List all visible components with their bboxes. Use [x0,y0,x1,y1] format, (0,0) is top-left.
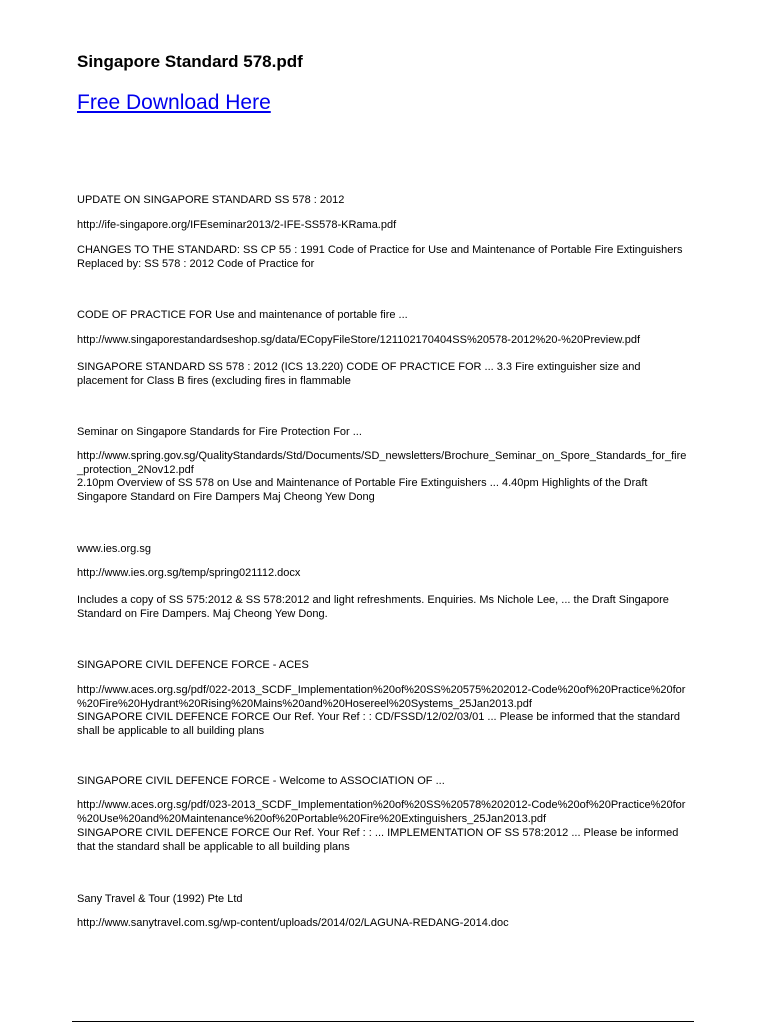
url-line[interactable]: %20Use%20and%20Maintenance%20of%20Portable%20Fire%20Extinguishers_25Jan2013.pdf [77,812,547,825]
url-line[interactable]: http://www.aces.org.sg/pdf/023-2013_SCDF_Implementation%20of%20SS%20578%202012-Code%20of%20Practice%20for [77,799,686,811]
snippet-line: shall be applicable to all building plans [77,724,265,737]
entry-snippet [77,827,725,854]
url-line[interactable]: http://www.aces.org.sg/pdf/022-2013_SCDF_Implementation%20of%20SS%20575%202012-Code%20of%20Practice%20for [77,684,686,696]
url-line[interactable]: _protection_2Nov12.pdf [77,463,194,476]
snippet-line: Replaced by: SS 578 : 2012 Code of Practice for [77,257,315,270]
snippet-line: Singapore Standard on Fire Dampers Maj Cheong Yew Dong [77,490,375,503]
free-download-link[interactable]: Free Download Here [77,91,271,114]
entry-url[interactable] [77,799,725,826]
entry-heading: UPDATE ON SINGAPORE STANDARD SS 578 : 2012 [77,194,345,206]
snippet-line: SINGAPORE STANDARD SS 578 : 2012 (ICS 13.220) CODE OF PRACTICE FOR ... 3.3 Fire extinguisher size and [77,361,641,373]
entry-snippet [77,477,725,504]
snippet-line: SINGAPORE CIVIL DEFENCE FORCE Our Ref. Your Ref : : CD/FSSD/12/02/03/01 ... Please be informed that the standard [77,711,681,723]
url-line[interactable]: %20Fire%20Hydrant%20Rising%20Mains%20and%20Hosereel%20Systems_25Jan2013.pdf [77,697,532,710]
entry-snippet [77,711,725,738]
snippet-line: 2.10pm Overview of SS 578 on Use and Maintenance of Portable Fire Extinguishers ... 4.40pm Highlights of the Draft [77,477,648,489]
snippet-line: SINGAPORE CIVIL DEFENCE FORCE Our Ref. Your Ref : : ... IMPLEMENTATION OF SS 578:2012 ... Please be informed [77,827,679,839]
entry-url[interactable]: http://www.sanytravel.com.sg/wp-content/uploads/2014/02/LAGUNA-REDANG-2014.doc [77,917,509,929]
entry-url[interactable]: http://www.singaporestandardseshop.sg/data/ECopyFileStore/121102170404SS%20578-2012%20-%20Preview.pdf [77,334,641,346]
entry-heading: SINGAPORE CIVIL DEFENCE FORCE - ACES [77,659,309,671]
entry-url[interactable] [77,684,725,711]
entry-snippet [77,594,725,621]
footer-divider [72,1021,694,1022]
snippet-line: CHANGES TO THE STANDARD: SS CP 55 : 1991 Code of Practice for Use and Maintenance of Portable Fire Extinguishers [77,244,683,256]
entry-snippet [77,361,725,388]
entry-heading: Seminar on Singapore Standards for Fire Protection For ... [77,426,362,438]
entry-heading: CODE OF PRACTICE FOR Use and maintenance of portable fire ... [77,309,408,321]
entry-heading: SINGAPORE CIVIL DEFENCE FORCE - Welcome to ASSOCIATION OF ... [77,775,445,787]
entry-heading: Sany Travel & Tour (1992) Pte Ltd [77,893,243,905]
snippet-line: Standard on Fire Dampers. Maj Cheong Yew Dong. [77,607,328,620]
snippet-line: that the standard shall be applicable to all building plans [77,840,350,853]
entry-url[interactable]: http://www.ies.org.sg/temp/spring021112.docx [77,567,301,579]
entry-heading: www.ies.org.sg [77,543,151,555]
document-title: Singapore Standard 578.pdf [77,52,303,71]
entry-url[interactable]: http://ife-singapore.org/IFEseminar2013/2-IFE-SS578-KRama.pdf [77,219,397,231]
entry-url[interactable] [77,450,725,477]
entry-snippet [77,244,725,271]
snippet-line: Includes a copy of SS 575:2012 & SS 578:2012 and light refreshments. Enquiries. Ms Nichole Lee, ... the Draft Singapore [77,594,669,606]
url-line[interactable]: http://www.spring.gov.sg/QualityStandards/Std/Documents/SD_newsletters/Brochure_Seminar_on_Spore_Standards_for_fire [77,450,687,462]
snippet-line: placement for Class B fires (excluding fires in flammable [77,374,351,387]
